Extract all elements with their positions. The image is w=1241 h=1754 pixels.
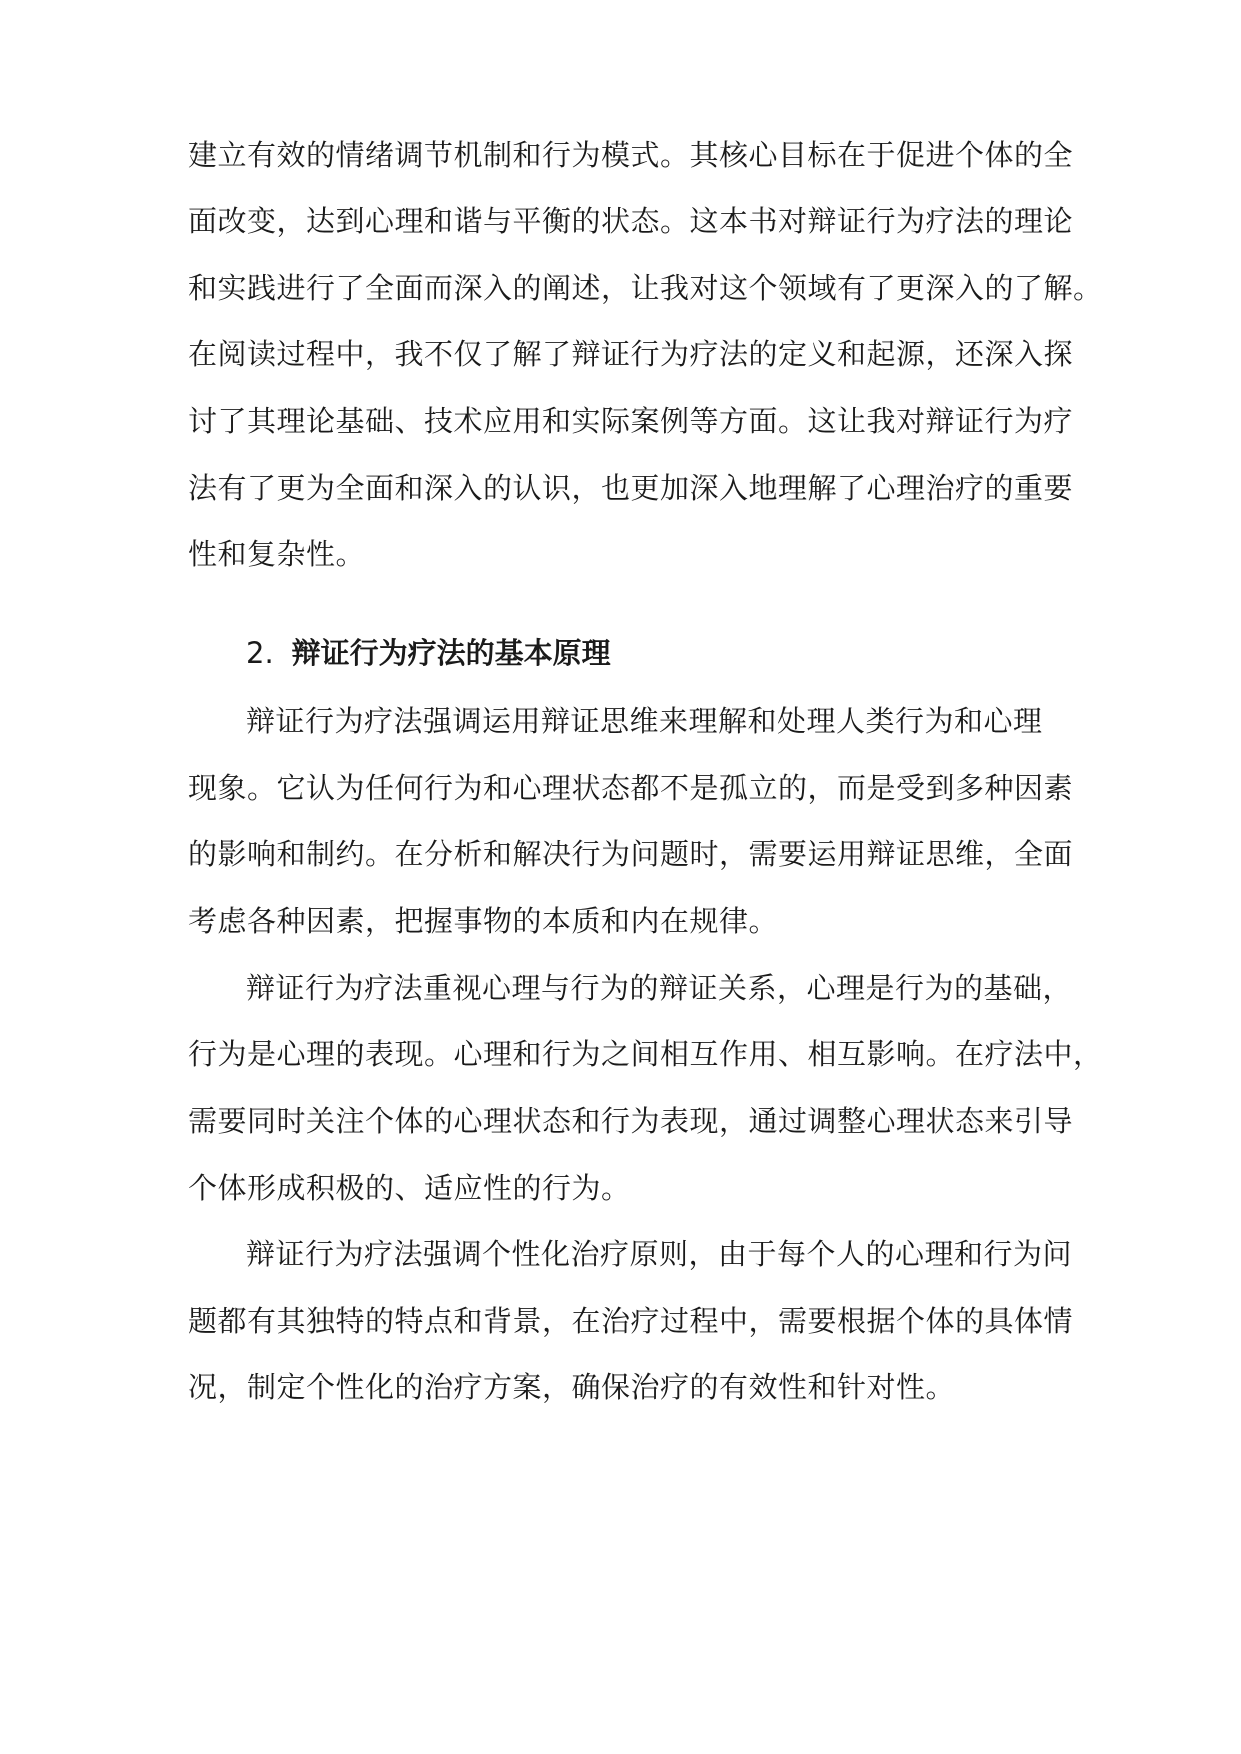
text-line: 和实践进行了全面而深入的阐述，让我对这个领域有了更深入的了解。 [188, 271, 1103, 305]
section-heading [246, 635, 611, 671]
text-line: 建立有效的情绪调节机制和行为模式。其核心目标在于促进个体的全 [188, 138, 1074, 172]
text-line: 辩证行为疗法强调运用辩证思维来理解和处理人类行为和心理 [246, 704, 1043, 738]
text-line: 面改变，达到心理和谐与平衡的状态。这本书对辩证行为疗法的理论 [188, 204, 1074, 238]
text-line: 辩证行为疗法重视心理与行为的辩证关系，心理是行为的基础， [246, 971, 1073, 1005]
text-line: 题都有其独特的特点和背景，在治疗过程中，需要根据个体的具体情 [188, 1304, 1074, 1338]
text-line: 需要同时关注个体的心理状态和行为表现，通过调整心理状态来引导 [188, 1104, 1074, 1138]
text-line: 个体形成积极的、适应性的行为。 [188, 1171, 631, 1205]
section-title: 辩证行为疗法的基本原理 [291, 636, 611, 670]
text-line: 辩证行为疗法强调个性化治疗原则，由于每个人的心理和行为问 [246, 1237, 1073, 1271]
text-line: 性和复杂性。 [188, 537, 366, 571]
text-line: 况，制定个性化的治疗方案，确保治疗的有效性和针对性。 [188, 1370, 956, 1404]
text-line: 行为是心理的表现。心理和行为之间相互作用、相互影响。在疗法中， [188, 1037, 1103, 1071]
text-line: 在阅读过程中，我不仅了解了辩证行为疗法的定义和起源，还深入探 [188, 337, 1074, 371]
text-line: 讨了其理论基础、技术应用和实际案例等方面。这让我对辩证行为疗 [188, 404, 1074, 438]
text-line: 的影响和制约。在分析和解决行为问题时，需要运用辩证思维，全面 [188, 837, 1074, 871]
text-line: 考虑各种因素，把握事物的本质和内在规律。 [188, 904, 779, 938]
section-number: 2. [246, 636, 274, 670]
text-line: 现象。它认为任何行为和心理状态都不是孤立的，而是受到多种因素 [188, 771, 1074, 805]
text-line: 法有了更为全面和深入的认识，也更加深入地理解了心理治疗的重要 [188, 471, 1074, 505]
